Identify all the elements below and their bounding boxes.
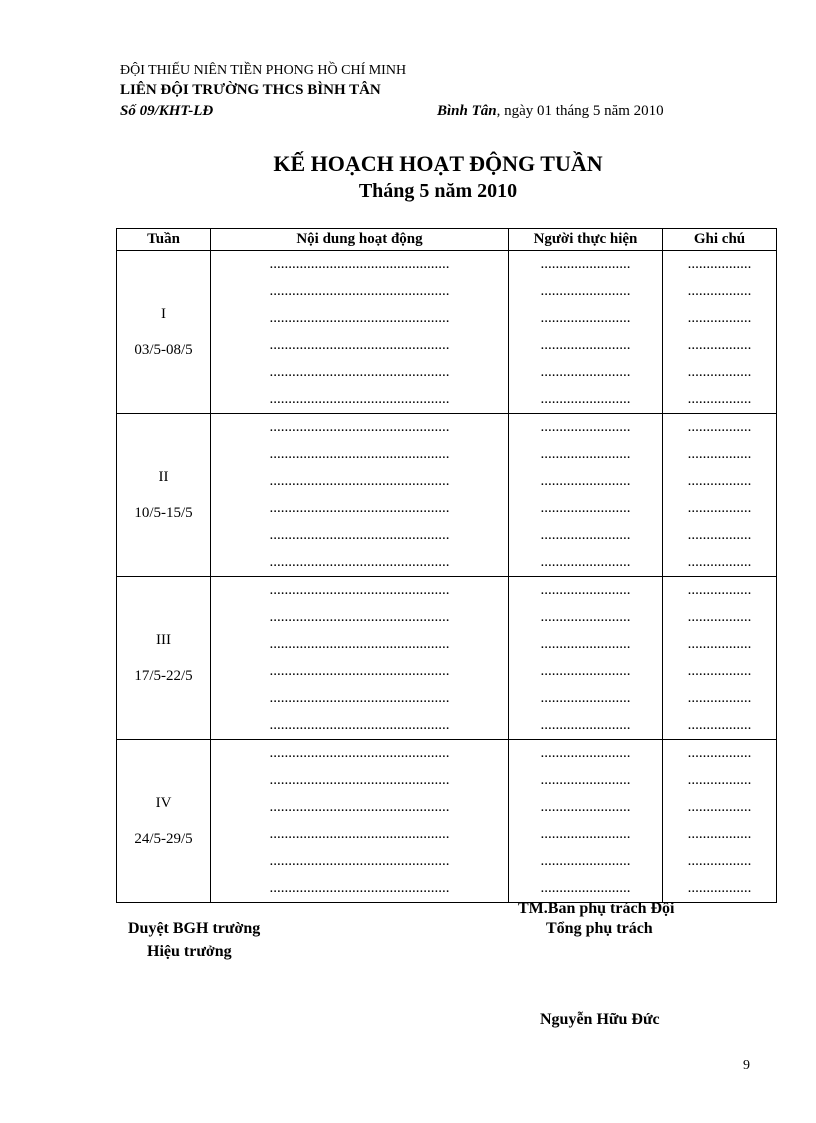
dotted-line: ................................................	[269, 554, 450, 570]
week-number: III	[156, 632, 171, 648]
dotted-line: .................	[687, 337, 752, 353]
dotted-line: ........................	[540, 391, 631, 407]
dotted-line: ................................................	[269, 500, 450, 516]
dotted-line: ........................	[540, 446, 631, 462]
header-week: Tuần	[117, 229, 211, 251]
dotted-line: ........................	[540, 853, 631, 869]
dotted-line: ................................................	[269, 310, 450, 326]
dotted-line: ................................................	[269, 717, 450, 733]
dotted-line: ................................................	[269, 826, 450, 842]
dotted-line: ................................................	[269, 690, 450, 706]
dotted-line: ........................	[540, 826, 631, 842]
dotted-line: ........................	[540, 364, 631, 380]
person-cell	[509, 740, 663, 903]
note-cell	[663, 414, 777, 577]
dotted-line: ........................	[540, 609, 631, 625]
dotted-line: .................	[687, 690, 752, 706]
weekly-plan-table	[116, 228, 777, 903]
dotted-line: ........................	[540, 337, 631, 353]
dotted-line: ................................................	[269, 473, 450, 489]
dotted-line: ................................................	[269, 636, 450, 652]
person-cell	[509, 251, 663, 414]
dotted-line: ........................	[540, 283, 631, 299]
signature-left-title: Duyệt BGH trường	[128, 920, 261, 937]
week-date-range: 17/5-22/5	[134, 668, 193, 684]
dotted-line: .................	[687, 446, 752, 462]
school-name: LIÊN ĐỘI TRƯỜNG THCS BÌNH TÂN	[120, 82, 381, 98]
dotted-line: ........................	[540, 582, 631, 598]
header-person: Người thực hiện	[509, 229, 663, 251]
table-row	[117, 414, 777, 577]
dotted-line: ........................	[540, 663, 631, 679]
week-number: II	[158, 469, 169, 485]
content-cell	[211, 414, 509, 577]
dotted-line: ................................................	[269, 609, 450, 625]
dotted-line: .................	[687, 391, 752, 407]
week-date-range: 24/5-29/5	[134, 831, 193, 847]
dotted-line: ................................................	[269, 799, 450, 815]
week-date-range: 10/5-15/5	[134, 505, 193, 521]
dotted-line: ................................................	[269, 880, 450, 896]
week-cell	[117, 251, 211, 414]
dotted-line: ................................................	[269, 745, 450, 761]
dotted-line: ........................	[540, 690, 631, 706]
page-number: 9	[743, 1058, 750, 1073]
place-and-date	[437, 103, 664, 120]
issue-date: , ngày 01 tháng 5 năm 2010	[496, 103, 664, 119]
dotted-line: .................	[687, 826, 752, 842]
dotted-line: ................................................	[269, 337, 450, 353]
signature-right-role: Tổng phụ trách	[546, 920, 653, 937]
dotted-line: ................................................	[269, 419, 450, 435]
dotted-line: ................................................	[269, 663, 450, 679]
document-number: Số 09/KHT-LĐ	[120, 103, 214, 119]
table-row	[117, 251, 777, 414]
document-subtitle: Tháng 5 năm 2010	[358, 180, 518, 202]
note-cell	[663, 251, 777, 414]
table-header-row	[117, 229, 777, 251]
note-cell	[663, 577, 777, 740]
person-cell	[509, 577, 663, 740]
content-cell	[211, 740, 509, 903]
week-number: IV	[155, 795, 172, 811]
dotted-line: .................	[687, 527, 752, 543]
dotted-line: ................................................	[269, 283, 450, 299]
table-row	[117, 740, 777, 903]
dotted-line: ................................................	[269, 772, 450, 788]
dotted-line: .................	[687, 256, 752, 272]
content-cell	[211, 251, 509, 414]
document-title: KẾ HOẠCH HOẠT ĐỘNG TUẦN	[273, 151, 603, 176]
dotted-line: ........................	[540, 527, 631, 543]
week-cell	[117, 740, 211, 903]
note-cell	[663, 740, 777, 903]
dotted-line: .................	[687, 663, 752, 679]
dotted-line: .................	[687, 609, 752, 625]
table-row	[117, 577, 777, 740]
week-cell	[117, 577, 211, 740]
dotted-line: ........................	[540, 500, 631, 516]
dotted-line: ................................................	[269, 364, 450, 380]
dotted-line: ........................	[540, 256, 631, 272]
dotted-line: ........................	[540, 880, 631, 896]
signature-left-role: Hiệu trưởng	[147, 943, 232, 960]
dotted-line: ................................................	[269, 391, 450, 407]
dotted-line: .................	[687, 717, 752, 733]
dotted-line: .................	[687, 772, 752, 788]
dotted-line: .................	[687, 500, 752, 516]
dotted-line: ................................................	[269, 446, 450, 462]
dotted-line: ................................................	[269, 527, 450, 543]
signature-right-title: TM.Ban phụ trách Đội	[518, 900, 675, 917]
dotted-line: ................................................	[269, 256, 450, 272]
header-content: Nội dung hoạt động	[211, 229, 509, 251]
dotted-line: .................	[687, 473, 752, 489]
dotted-line: ........................	[540, 310, 631, 326]
signer-name: Nguyễn Hữu Đức	[540, 1011, 660, 1028]
dotted-line: .................	[687, 799, 752, 815]
place-name: Bình Tân	[437, 103, 497, 119]
dotted-line: .................	[687, 283, 752, 299]
week-date-range: 03/5-08/5	[134, 342, 193, 358]
dotted-line: .................	[687, 554, 752, 570]
dotted-line: ........................	[540, 717, 631, 733]
dotted-line: ................................................	[269, 582, 450, 598]
dotted-line: .................	[687, 582, 752, 598]
dotted-line: ........................	[540, 636, 631, 652]
week-number: I	[161, 306, 166, 322]
header-note: Ghi chú	[663, 229, 777, 251]
week-cell	[117, 414, 211, 577]
dotted-line: ........................	[540, 772, 631, 788]
dotted-line: .................	[687, 853, 752, 869]
person-cell	[509, 414, 663, 577]
dotted-line: ................................................	[269, 853, 450, 869]
dotted-line: .................	[687, 880, 752, 896]
dotted-line: .................	[687, 310, 752, 326]
organization-name: ĐỘI THIẾU NIÊN TIỀN PHONG HỒ CHÍ MINH	[120, 63, 407, 78]
dotted-line: ........................	[540, 419, 631, 435]
dotted-line: .................	[687, 364, 752, 380]
content-cell	[211, 577, 509, 740]
dotted-line: ........................	[540, 799, 631, 815]
dotted-line: .................	[687, 745, 752, 761]
dotted-line: ........................	[540, 745, 631, 761]
dotted-line: ........................	[540, 554, 631, 570]
dotted-line: .................	[687, 636, 752, 652]
dotted-line: ........................	[540, 473, 631, 489]
dotted-line: .................	[687, 419, 752, 435]
